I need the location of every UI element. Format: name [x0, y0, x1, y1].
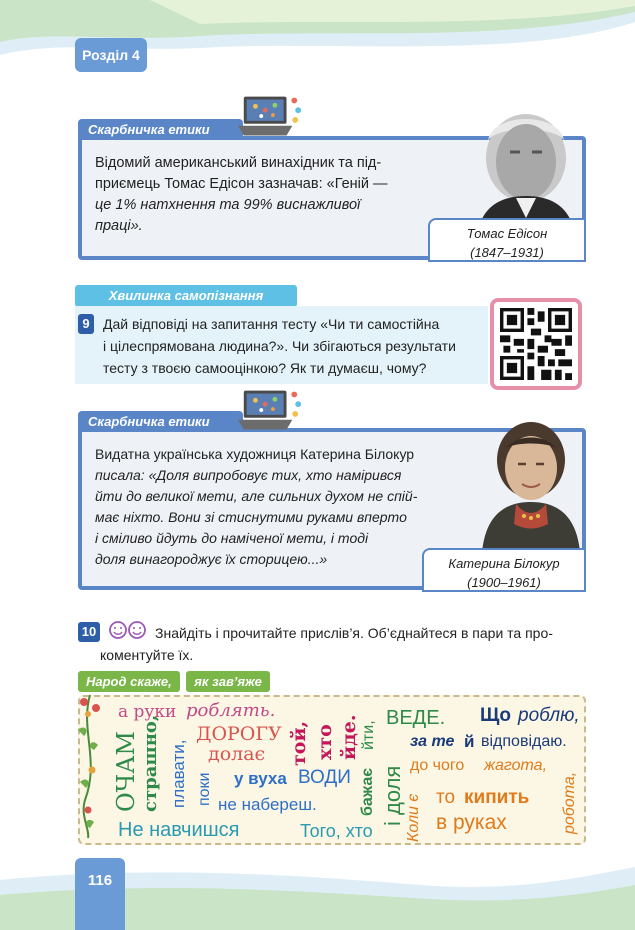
- proverb-word: відповідаю.: [481, 733, 567, 750]
- self-knowledge-label: Хвилинка самопізнання: [75, 285, 297, 307]
- text-line: коментуйте їх.: [100, 647, 194, 663]
- caption-years: (1900–1961): [467, 575, 541, 590]
- laptop-icon: [236, 92, 304, 142]
- proverbs-label: [78, 673, 270, 691]
- ethics-box-label: Скарбничка етики: [78, 119, 243, 140]
- proverb-word: йти,: [360, 720, 377, 750]
- proverb-word: Того, хто: [300, 821, 373, 841]
- proverb-word: плавати,: [169, 739, 188, 808]
- text-line: має ніхто. Вони зі стиснутими руками вперто: [95, 509, 407, 525]
- section-tab: Розділ 4: [75, 38, 147, 72]
- proverb-word: страшно,: [140, 714, 161, 812]
- text-line: Дай відповіді на запитання тесту «Чи ти самостійна: [103, 316, 440, 332]
- proverb-word: долає: [208, 743, 266, 765]
- caption-name: Катерина Білокур: [448, 556, 560, 571]
- text-line: це 1% натхнення та 99% виснажливої: [95, 197, 361, 213]
- proverb-word: в руках: [436, 811, 507, 834]
- text-line: праці».: [95, 218, 143, 234]
- proverb-word: робота,: [561, 771, 578, 834]
- proverb-word: Коли є: [405, 793, 422, 842]
- proverb-word: за те: [410, 733, 455, 750]
- proverbs-label-part1: Народ скаже,: [78, 671, 180, 692]
- text-line: Знайдіть і прочитайте прислів’я. Об’єднайтеся в пари та про-: [155, 625, 553, 641]
- text-line: приємець Томас Едісон зазначав: «Геній —: [95, 176, 388, 192]
- proverb-word: і доля: [380, 765, 405, 826]
- proverb-word: ВЕДЕ.: [386, 707, 446, 729]
- proverb-word: роблю,: [518, 705, 580, 726]
- proverb-word: й: [464, 732, 475, 751]
- proverb-word: ОЧАМ: [112, 731, 140, 812]
- proverb-word: жагота,: [484, 757, 548, 774]
- qr-code-frame[interactable]: [490, 298, 582, 390]
- proverb-word: а руки: [118, 702, 177, 722]
- proverb-word: Що: [480, 705, 511, 726]
- proverb-word: кипить: [464, 787, 530, 808]
- text-line: Видатна українська художниця Катерина Білокур: [95, 446, 415, 462]
- text-line: йти до великої мети, але сильних духом не спій-: [95, 488, 418, 504]
- proverb-word: той,: [288, 720, 310, 766]
- proverb-word: бажає: [359, 767, 376, 816]
- proverb-word: то: [436, 787, 456, 808]
- edison-caption: [428, 218, 586, 262]
- text-line: [95, 465, 480, 486]
- task10-text: [100, 622, 585, 666]
- text-line: тесту з твоєю самооцінкою? Як ти думаєш, чому?: [103, 360, 427, 376]
- text-line: і цілеспрямована людина?». Чи збігаються результати: [103, 338, 456, 354]
- task-number-badge: 9: [78, 314, 94, 334]
- proverb-word: хто: [314, 724, 336, 760]
- page-number: 116: [75, 858, 125, 930]
- ethics-box-label: Скарбничка етики: [78, 411, 243, 432]
- proverb-word: роблять.: [186, 700, 276, 721]
- self-knowledge-text: [103, 313, 483, 379]
- proverb-word: йде.: [338, 714, 360, 760]
- text-line-part: писала: «Доля випробовує тих, хто намірився: [95, 467, 402, 483]
- pair-smiley-icon: [108, 620, 148, 640]
- folk-ornament-icon: [70, 690, 110, 840]
- proverb-word: поки: [196, 772, 213, 806]
- bilokur-portrait: [476, 412, 586, 552]
- caption-name: Томас Едісон: [466, 226, 548, 241]
- caption-years: (1847–1931): [470, 245, 544, 260]
- ethics-box-text: [95, 153, 450, 237]
- qr-code-icon: [500, 308, 572, 380]
- text-line: Відомий американський винахідник та під-: [95, 155, 382, 171]
- proverb-word: до чого: [410, 757, 465, 774]
- proverb-word: не набереш.: [218, 795, 317, 814]
- proverb-word: у вуха: [234, 769, 287, 788]
- text-line: доля винагороджує їх сторицею...»: [95, 551, 328, 567]
- proverb-word: ВОДИ: [298, 767, 351, 788]
- task-number-badge: 10: [78, 622, 100, 642]
- text-line: і сміливо йдуть до наміченої мети, і тоді: [95, 530, 369, 546]
- laptop-icon: [236, 386, 304, 436]
- bilokur-caption: [422, 548, 586, 592]
- proverb-word: ДОРОГУ: [196, 723, 282, 745]
- proverb-word: Не навчишся: [118, 819, 240, 841]
- proverbs-label-part2: як зав’яже: [186, 671, 270, 692]
